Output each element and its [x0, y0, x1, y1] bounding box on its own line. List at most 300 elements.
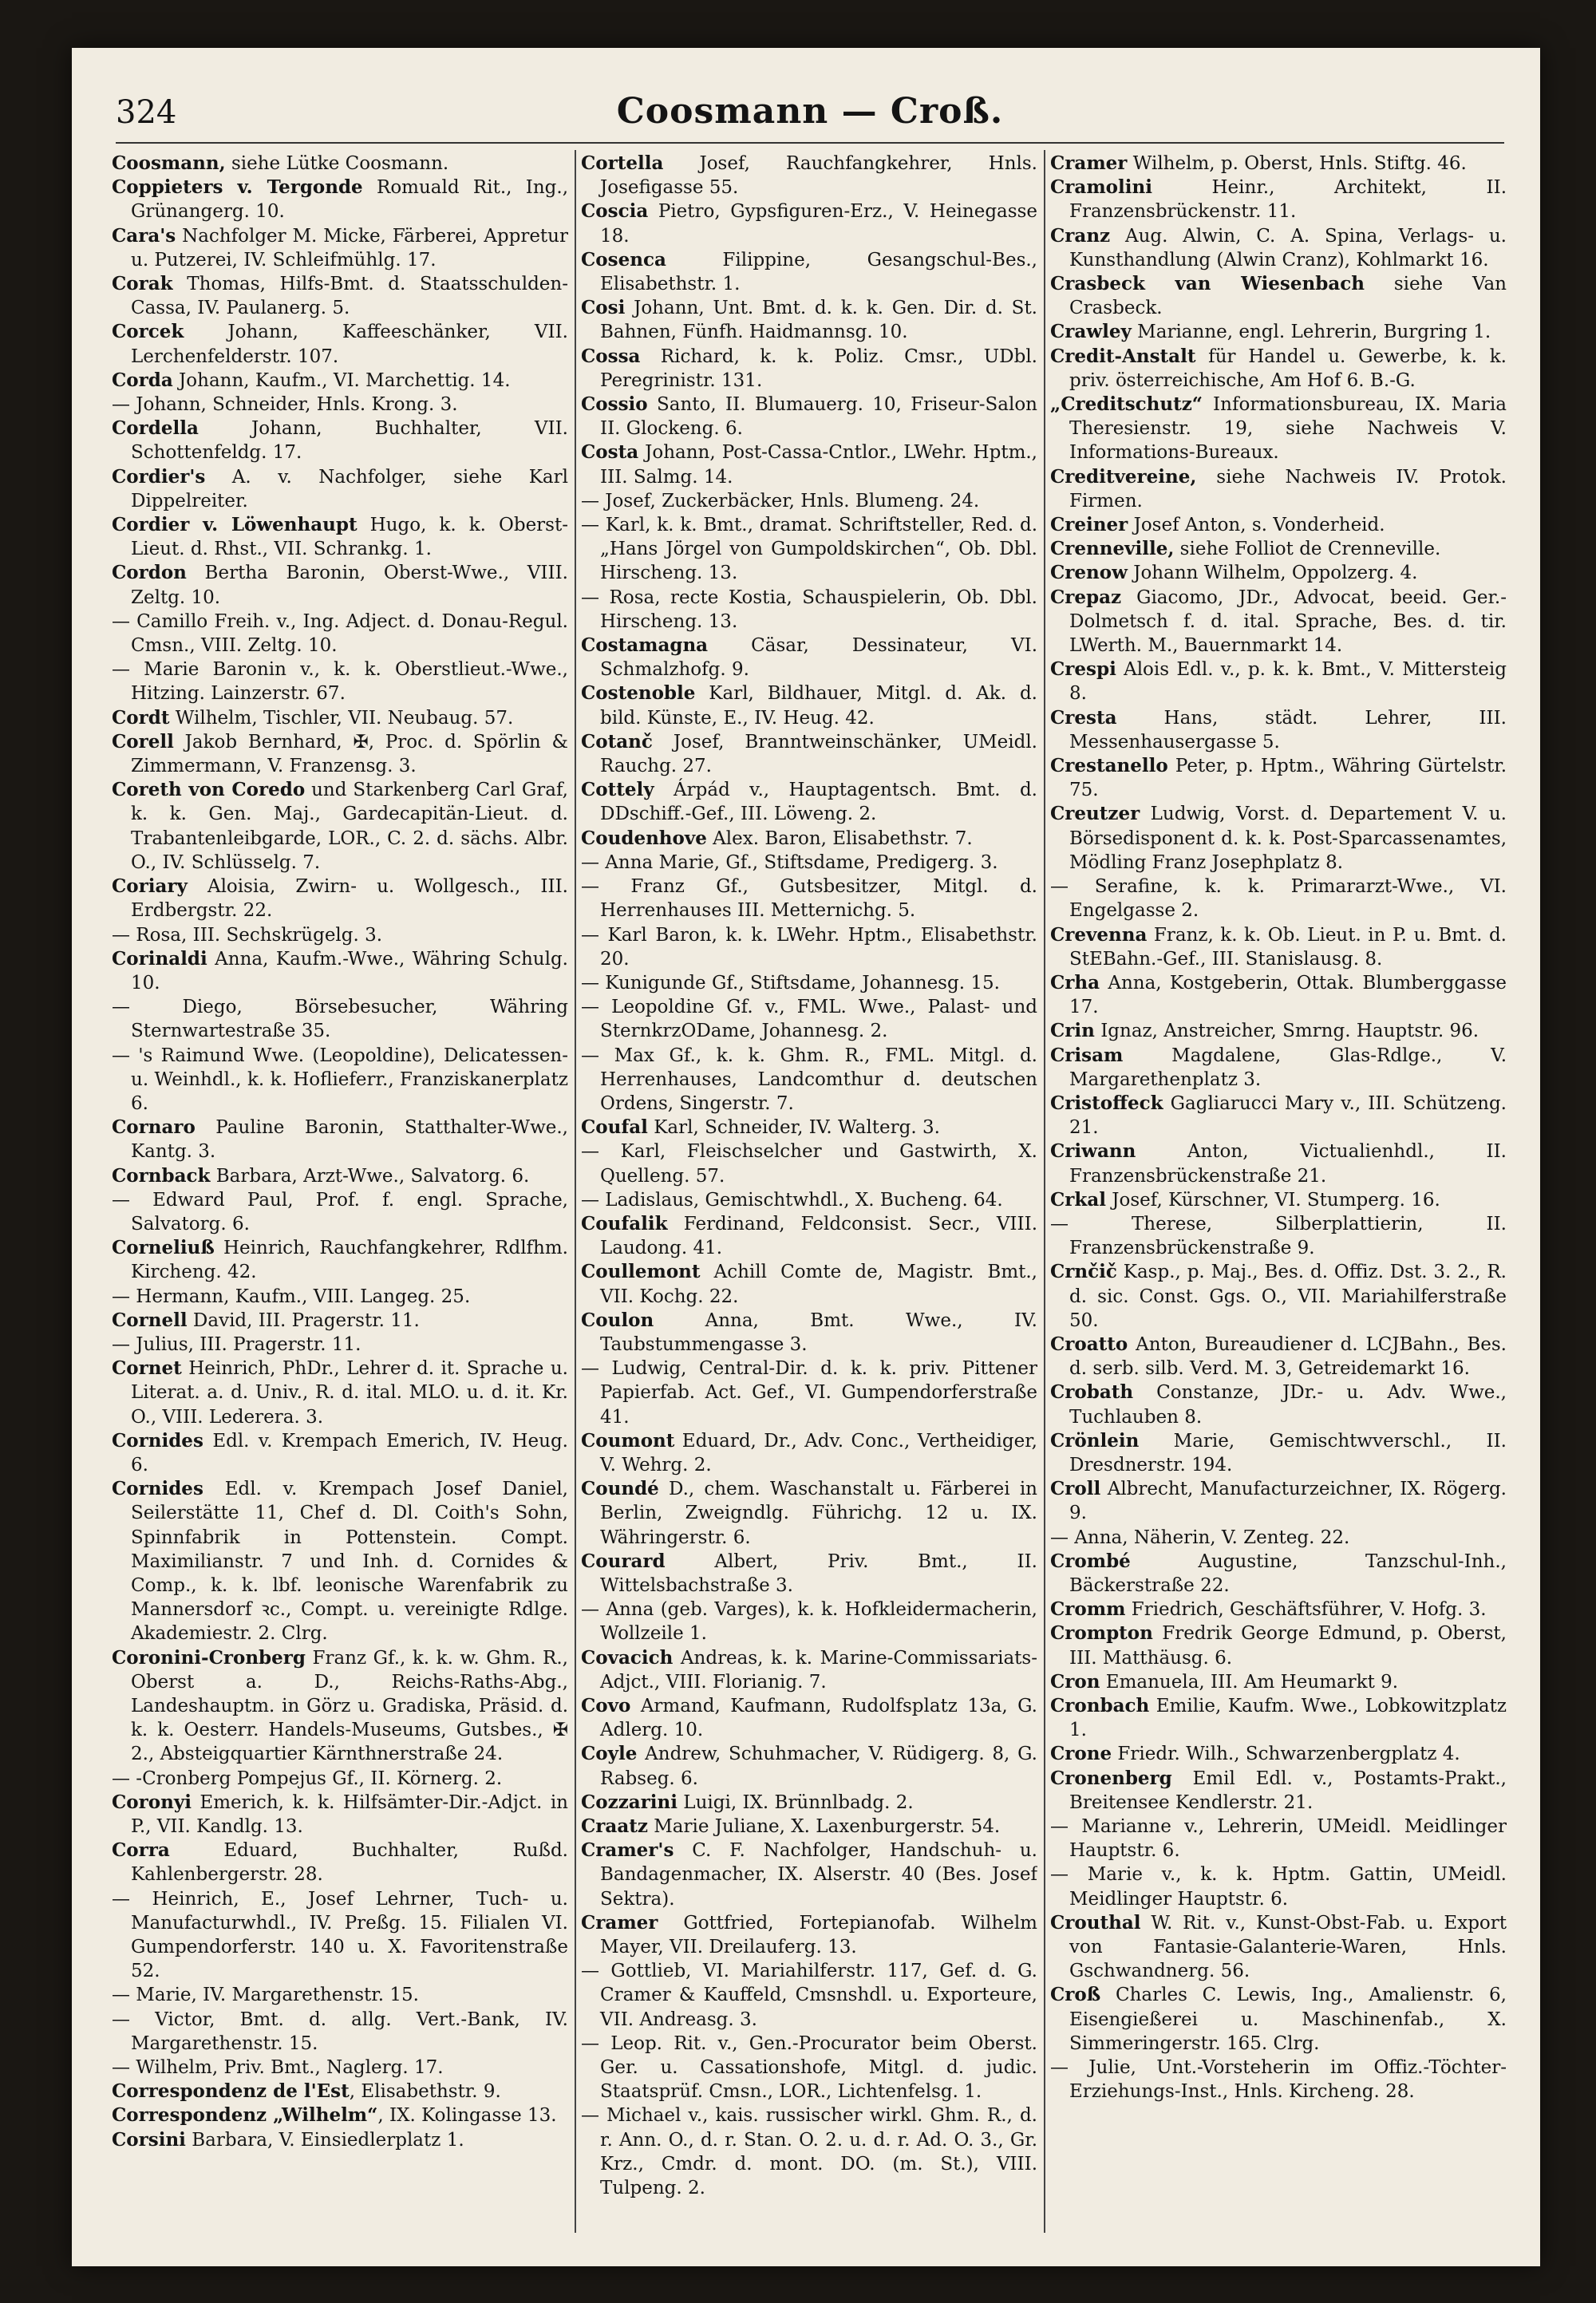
entry-details: Edl. v. Krempach Josef Daniel, Seilerstätte 11, Chef d. Dl. Coith's Sohn, Spinnfabrik in Pottenstein. Compt. Maximilianstr. 7 und Inh. d. Cornides & Comp., k. k. lbf. leonische Warenfabrik zu Mannersdorf ꝛc., Compt. u. vereinigte Rdlge. Akademiestr. 2. Clrg. [131, 1479, 568, 1645]
directory-entry [112, 561, 568, 609]
directory-entry [581, 1791, 1037, 1815]
entry-details: Josef Anton, s. Vonderheid. [1128, 515, 1385, 536]
directory-entry [1050, 1911, 1507, 1984]
directory-entry [112, 224, 568, 272]
directory-entry [581, 1477, 1037, 1550]
entry-details: Josef, Kürschner, VI. Stumperg. 16. [1106, 1189, 1440, 1211]
entry-surname: Cramer [1050, 152, 1128, 174]
entry-surname: Cranz [1050, 224, 1111, 247]
entry-details: Santo, II. Blumauerg. 10, Friseur-Salon II. Glockeng. 6. [600, 394, 1037, 440]
entry-details: — 's Raimund Wwe. (Leopoldine), Delicatessen- u. Weinhdl., k. k. Hoflieferr., Franziskanerplatz 6. [112, 1045, 568, 1114]
entry-surname: Coriary [112, 875, 188, 898]
entry-surname: Costamagna [581, 634, 709, 657]
entry-surname: Cosenca [581, 248, 666, 271]
directory-entry [1050, 272, 1507, 320]
directory-entry [581, 778, 1037, 826]
entry-details: — Camillo Freih. v., Ing. Adject. d. Donau-Regul. Cmsn., VIII. Zeltg. 10. [112, 610, 568, 657]
entry-surname: Cron [1050, 1670, 1100, 1693]
entry-surname: Craatz [581, 1815, 648, 1838]
entry-surname: Crestanello [1050, 755, 1168, 777]
entry-details: D., chem. Waschanstalt u. Färberei in Berlin, Zweigndlg. Führichg. 12 u. IX. Währingerstr. 6. [600, 1479, 1037, 1548]
directory-entry [581, 440, 1037, 488]
entry-surname: Cosi [581, 297, 626, 319]
directory-entry [581, 1742, 1037, 1790]
entry-surname: Cossa [581, 345, 641, 367]
entry-surname: Corak [112, 273, 173, 295]
directory-entry [1050, 345, 1507, 393]
directory-entry [112, 1767, 568, 1791]
directory-entry [112, 417, 568, 464]
directory-entry [1050, 802, 1507, 875]
directory-entry [1050, 1767, 1507, 1815]
entry-surname: Coosmann, [112, 152, 226, 174]
entry-surname: Corra [112, 1839, 170, 1862]
entry-surname: Crepaz [1050, 586, 1122, 608]
directory-entry [1050, 176, 1507, 223]
entry-details: Emil Edl. v., Postamts-Prakt., Breitensee Kendlerstr. 21. [1069, 1768, 1507, 1813]
entry-surname: „Creditschutz“ [1050, 393, 1203, 416]
entry-details: — Heinrich, E., Josef Lehrner, Tuch- u. Manufacturwhdl., IV. Preßg. 15. Filialen VI. Gumpendorferstr. 140 u. X. Favoritenstraße 52. [112, 1888, 568, 1982]
entry-surname: Cramer's [581, 1839, 674, 1862]
entry-details: Anton, Victualienhdl., II. Franzensbrückenstraße 21. [1069, 1141, 1507, 1187]
entry-details: Franz, k. k. Ob. Lieut. in P. u. Bmt. d. StEBahn.-Gef., III. Stanislausg. 8. [1069, 924, 1507, 970]
directory-entry [1050, 1477, 1507, 1525]
entry-details: — Gottlieb, VI. Mariahilferstr. 117, Gef. d. G. Cramer & Kauffeld, Cmsnshdl. u. Exporteure, VII. Andreasg. 3. [581, 1961, 1037, 2030]
directory-entry [112, 1429, 568, 1477]
entry-details: David, III. Pragerstr. 11. [187, 1310, 420, 1331]
entry-details: Johann Wilhelm, Oppolzerg. 4. [1127, 563, 1418, 584]
entry-details: Constanze, JDr.- u. Adv. Wwe., Tuchlauben 8. [1069, 1382, 1507, 1428]
entry-surname: Corda [112, 369, 173, 391]
entry-surname: Crnčič [1050, 1261, 1117, 1283]
entry-details: Luigi, IX. Brünnlbadg. 2. [678, 1791, 914, 1813]
entry-details: Aug. Alwin, C. A. Spina, Verlags- u. Kunsthandlung (Alwin Cranz), Kohlmarkt 16. [1069, 225, 1507, 271]
directory-entry [112, 1044, 568, 1116]
directory-entry [112, 1357, 568, 1429]
entry-details: Armand, Kaufmann, Rudolfsplatz 13a, G. Adlerg. 10. [600, 1696, 1037, 1741]
entry-details: — Marianne v., Lehrerin, UMeidl. Meidlinger Hauptstr. 6. [1050, 1816, 1507, 1862]
entry-surname: Crouthal [1050, 1911, 1141, 1934]
entry-details: Richard, k. k. Poliz. Cmsr., UDbl. Peregrinistr. 131. [600, 346, 1037, 391]
entry-details: Informationsbureau, IX. Maria Theresienstr. 19, siehe Nachweis V. Informations-Bureaux. [1069, 394, 1507, 464]
entry-surname: Cornides [112, 1478, 203, 1500]
directory-entry [1050, 320, 1507, 344]
directory-entry [112, 2056, 568, 2080]
directory-entry [112, 1285, 568, 1309]
directory-entry [112, 947, 568, 995]
entry-surname: Costenoble [581, 682, 696, 705]
directory-entry [112, 1164, 568, 1188]
entry-surname: Coreth von Coredo [112, 779, 306, 801]
entry-surname: Cornback [112, 1164, 211, 1187]
entry-details: Hans, städt. Lehrer, III. Messenhausergasse 5. [1069, 707, 1507, 753]
directory-entry [581, 681, 1037, 729]
entry-details: — Michael v., kais. russischer wirkl. Ghm. R., d. r. Ann. O., d. r. Stan. O. 2. u. d. r. Ad. O. 3., Gr. Krz., Cmdr. d. mont. DO. (m. St.), VIII. Tulpeng. 2. [581, 2105, 1037, 2199]
column-1 [112, 152, 568, 2242]
entry-details: A. v. Nachfolger, siehe Karl Dippelreiter. [131, 466, 568, 512]
entry-surname: Cordier v. Löwenhaupt [112, 514, 358, 536]
directory-entry [1050, 658, 1507, 705]
directory-entry [112, 1646, 568, 1767]
entry-details: und Starkenberg Carl Graf, k. k. Gen. Maj., Gardecapitän-Lieut. d. Trabantenleibgarde, LOR., C. 2. d. sächs. Albr. O., IV. Schlüsselg. 7. [131, 780, 568, 873]
directory-entry [581, 1116, 1037, 1140]
entry-details: Emerich, k. k. Hilfsämter-Dir.-Adjct. in P., VII. Kandlg. 13. [131, 1791, 568, 1838]
entry-surname: Cornaro [112, 1116, 196, 1139]
entry-details: Edl. v. Krempach Emerich, IV. Heug. 6. [131, 1430, 568, 1475]
directory-entry [1050, 1044, 1507, 1092]
entry-surname: Cronbach [1050, 1695, 1150, 1716]
directory-entry [581, 1550, 1037, 1598]
column-divider [1044, 150, 1045, 2233]
directory-entry [1050, 1092, 1507, 1140]
directory-entry [112, 875, 568, 922]
entry-details: — Marie v., k. k. Hptm. Gattin, UMeidl. Meidlinger Hauptstr. 6. [1050, 1864, 1507, 1910]
entry-surname: Crenneville, [1050, 538, 1175, 560]
entry-details: Achill Comte de, Magistr. Bmt., VII. Kochg. 22. [600, 1262, 1037, 1307]
directory-entry [112, 1477, 568, 1645]
entry-details: — Diego, Börsebesucher, Währing Sternwartestraße 35. [112, 997, 568, 1042]
entry-surname: Cordier's [112, 465, 206, 488]
entry-surname: Crompton [1050, 1622, 1153, 1645]
entry-details: Augustine, Tanzschul-Inh., Bäckerstraße 22. [1069, 1550, 1507, 1596]
directory-entry [581, 345, 1037, 393]
directory-entry [581, 586, 1037, 634]
entry-surname: Covacich [581, 1646, 674, 1669]
directory-entry [581, 1839, 1037, 1911]
directory-entry [112, 658, 568, 705]
directory-entry [581, 513, 1037, 586]
entry-details: — Marie Baronin v., k. k. Oberstlieut.-Wwe., Hitzing. Lainzerstr. 67. [112, 659, 568, 705]
entry-surname: Correspondenz de l'Est [112, 2080, 350, 2103]
entry-details: Peter, p. Hptm., Währing Gürtelstr. 75. [1069, 756, 1507, 801]
directory-entry [1050, 1694, 1507, 1742]
directory-entry [112, 1116, 568, 1163]
entry-surname: Coppieters v. Tergonde [112, 176, 363, 199]
directory-entry [112, 1309, 568, 1333]
entry-surname: Coudenhove [581, 827, 707, 849]
entry-details: Heinrich, Rauchfangkehrer, Rdlfhm. Kircheng. 42. [131, 1238, 568, 1283]
directory-entry [1050, 875, 1507, 922]
directory-entry [581, 296, 1037, 344]
entry-details: — Marie, IV. Margarethenstr. 15. [112, 1985, 419, 2006]
directory-entry [112, 778, 568, 875]
directory-entry [1050, 1381, 1507, 1428]
entry-details: Nachfolger M. Micke, Färberei, Appretur u. Putzerei, IV. Schleifmühlg. 17. [131, 225, 568, 271]
entry-surname: Crasbeck van Wiesenbach [1050, 273, 1365, 295]
entry-surname: Coumont [581, 1429, 675, 1452]
directory-entry [581, 851, 1037, 875]
directory-entry [581, 1815, 1037, 1839]
entry-surname: Corcek [112, 321, 184, 343]
entry-details: Jakob Bernhard, ✠, Proc. d. Spörlin & Zimmermann, V. Franzensg. 3. [131, 731, 568, 777]
entry-surname: Crkal [1050, 1188, 1106, 1211]
entry-surname: Cresta [1050, 706, 1117, 729]
entry-details: — Karl Baron, k. k. LWehr. Hptm., Elisabethstr. 20. [581, 924, 1037, 970]
entry-surname: Corell [112, 730, 174, 753]
entry-surname: Coufal [581, 1116, 648, 1139]
entry-surname: Coulon [581, 1309, 654, 1331]
entry-surname: Cordella [112, 417, 199, 440]
directory-entry [1050, 1622, 1507, 1669]
directory-entry [112, 2008, 568, 2056]
entry-details: Albrecht, Manufacturzeichner, IX. Rögerg. 9. [1069, 1479, 1507, 1524]
directory-entry [581, 1911, 1037, 1959]
running-title: Coosmann — Croß. [616, 91, 1004, 132]
entry-surname: Coronini-Cronberg [112, 1646, 306, 1669]
entry-surname: Cromm [1050, 1598, 1126, 1621]
entry-details: Heinrich, PhDr., Lehrer d. it. Sprache u. Literat. a. d. Univ., R. d. ital. MLO. u. d. it. Kr. O., VIII. Lederera. 3. [131, 1358, 568, 1428]
entry-details: — Johann, Schneider, Hnls. Krong. 3. [112, 394, 458, 416]
directory-entry [1050, 754, 1507, 802]
entry-details: — Kunigunde Gf., Stiftsdame, Johannesg. 15. [581, 972, 1000, 993]
column-3 [1050, 152, 1507, 2242]
entry-details: — Karl, k. k. Bmt., dramat. Schriftsteller, Red. d. „Hans Jörgel von Gumpoldskirchen“, Ob. Dbl. Hirscheng. 13. [581, 515, 1037, 584]
directory-entry [581, 2104, 1037, 2200]
entry-surname: Cornides [112, 1429, 203, 1452]
directory-entry [1050, 1260, 1507, 1333]
entry-details: — Anna (geb. Varges), k. k. Hofkleidermacherin, Wollzeile 1. [581, 1599, 1037, 1645]
entry-surname: Creiner [1050, 514, 1128, 536]
entry-details: Ludwig, Vorst. d. Departement V. u. Börsedisponent d. k. k. Post-Sparcassenamtes, Mödling Franz Josephplatz 8. [1069, 804, 1507, 873]
entry-surname: Credit-Anstalt [1050, 345, 1196, 367]
directory-entry [112, 1236, 568, 1284]
directory-entry [1050, 537, 1507, 561]
directory-entry [112, 1983, 568, 2007]
entry-surname: Crönlein [1050, 1429, 1140, 1452]
entry-details: Josef, Branntweinschänker, UMeidl. Rauchg. 27. [600, 731, 1037, 777]
entry-details: Alex. Baron, Elisabethstr. 7. [706, 828, 973, 849]
entry-details: Pauline Baronin, Statthalter-Wwe., Kantg. 3. [131, 1117, 568, 1163]
entry-details: Marianne, engl. Lehrerin, Burgring 1. [1131, 322, 1491, 343]
directory-entry [112, 176, 568, 223]
column-2 [581, 152, 1037, 2242]
entry-details: — Franz Gf., Gutsbesitzer, Mitgl. d. Herrenhauses III. Metternichg. 5. [581, 876, 1037, 922]
directory-entry [112, 1791, 568, 1839]
entry-details: Heinr., Architekt, II. Franzensbrückenstr. 11. [1069, 177, 1507, 223]
entry-surname: Crin [1050, 1020, 1095, 1042]
directory-page [72, 48, 1540, 2266]
entry-surname: Coufalik [581, 1212, 668, 1234]
entry-details: — -Cronberg Pompejus Gf., II. Körnerg. 2. [112, 1768, 503, 1789]
directory-entry [1050, 1140, 1507, 1187]
entry-details: Johann, Buchhalter, VII. Schottenfeldg. 17. [131, 418, 568, 464]
entry-details: Friedrich, Geschäftsführer, V. Hofg. 3. [1125, 1599, 1487, 1621]
entry-details: Johann, Post-Cassa-Cntlor., LWehr. Hptm., III. Salmg. 14. [600, 442, 1037, 488]
entry-details: , IX. Kolingasse 13. [377, 2105, 557, 2127]
directory-entry [1050, 152, 1507, 176]
entry-details: Anna, Kostgeberin, Ottak. Blumberggasse 17. [1069, 972, 1507, 1018]
entry-details: — Ladislaus, Gemischtwhdl., X. Bucheng. 64. [581, 1189, 1003, 1211]
entry-details: — Therese, Silberplattierin, II. Franzensbrückenstraße 9. [1050, 1213, 1507, 1259]
entry-details: — Julie, Unt.-Vorsteherin im Offiz.-Töchter-Erziehungs-Inst., Hnls. Kircheng. 28. [1050, 2057, 1507, 2103]
directory-entry [581, 875, 1037, 922]
entry-surname: Coronyi [112, 1791, 192, 1813]
directory-entry [1050, 1598, 1507, 1622]
entry-surname: Covo [581, 1695, 631, 1716]
directory-entry [112, 923, 568, 947]
entry-details: Kasp., p. Maj., Bes. d. Offiz. Dst. 3. 2., R. d. sic. Const. Ggs. O., VII. Mariahilferstraße 50. [1069, 1262, 1507, 1331]
directory-entry [1050, 224, 1507, 272]
entry-details: Fredrik George Edmund, p. Oberst, III. Matthäusg. 6. [1069, 1623, 1507, 1669]
entry-details: Eduard, Buchhalter, Rußd. Kahlenbergerstr. 28. [131, 1840, 568, 1886]
entry-details: Anna, Bmt. Wwe., IV. Taubstummengasse 3. [600, 1310, 1037, 1355]
entry-details: Karl, Bildhauer, Mitgl. d. Ak. d. bild. Künste, E., IV. Heug. 42. [600, 683, 1037, 729]
entry-details: Friedr. Wilh., Schwarzenbergplatz 4. [1112, 1744, 1460, 1765]
entry-details: Emilie, Kaufm. Wwe., Lobkowitzplatz 1. [1069, 1696, 1507, 1741]
entry-surname: Crawley [1050, 321, 1132, 343]
entry-details: Johann, Kaffeeschänker, VII. Lerchenfelderstr. 107. [131, 322, 568, 367]
entry-surname: Coundé [581, 1478, 659, 1500]
entry-details: Charles C. Lewis, Ing., Amalienstr. 6, Eisengießerei u. Maschinenfab., X. Simmeringerstr. 165. Clrg. [1069, 1985, 1507, 2054]
entry-surname: Cristoffeck [1050, 1092, 1163, 1114]
entry-details: Ferdinand, Feldconsist. Secr., VIII. Laudong. 41. [600, 1213, 1037, 1259]
entry-surname: Courard [581, 1550, 666, 1572]
entry-details: siehe Lütke Coosmann. [225, 153, 449, 174]
directory-entry [581, 199, 1037, 247]
entry-details: Johann, Kaufm., VI. Marchettig. 14. [172, 369, 511, 391]
directory-entry [1050, 393, 1507, 465]
entry-details: siehe Van Crasbeck. [1069, 274, 1507, 319]
directory-entry [112, 2128, 568, 2152]
entry-details: Marie Juliane, X. Laxenburgerstr. 54. [647, 1816, 1001, 1838]
entry-details: — Rosa, recte Kostia, Schauspielerin, Ob. Dbl. Hirscheng. 13. [581, 587, 1037, 632]
entry-surname: Criwann [1050, 1140, 1136, 1163]
entry-details: Árpád v., Hauptagentsch. Bmt. d. DDschiff.-Gef., III. Löweng. 2. [600, 780, 1037, 825]
entry-surname: Crisam [1050, 1044, 1124, 1066]
directory-entry [581, 1357, 1037, 1429]
entry-surname: Crevenna [1050, 923, 1148, 946]
directory-entry [1050, 1429, 1507, 1477]
entry-details: Franz Gf., k. k. w. Ghm. R., Oberst a. D., Reichs-Raths-Abg., Landeshauptm. in Görz u. Gradiska, Präsid. d. k. k. Oesterr. Handels-Museums, Gutsbes., ✠ 2., Absteigquartier Kärnthnerstraße 24. [131, 1647, 568, 1765]
entry-surname: Cramolini [1050, 176, 1152, 199]
entry-details: Eduard, Dr., Adv. Conc., Vertheidiger, V. Wehrg. 2. [600, 1430, 1037, 1475]
entry-details: — Wilhelm, Priv. Bmt., Naglerg. 17. [112, 2057, 444, 2079]
entry-details: Anna, Kaufm.-Wwe., Währing Schulg. 10. [131, 948, 568, 993]
directory-entry [1050, 1815, 1507, 1863]
directory-entry [581, 248, 1037, 296]
directory-entry [581, 1260, 1037, 1308]
entry-details: Thomas, Hilfs-Bmt. d. Staatsschulden-Cassa, IV. Paulanerg. 5. [131, 274, 568, 319]
entry-details: Romuald Rit., Ing., Grünangerg. 10. [131, 177, 568, 223]
directory-entry [581, 1044, 1037, 1116]
entry-details: Wilhelm, p. Oberst, Hnls. Stiftg. 46. [1127, 153, 1467, 174]
directory-entry [1050, 1188, 1507, 1212]
directory-entry [581, 1309, 1037, 1357]
entry-details: — Josef, Zuckerbäcker, Hnls. Blumeng. 24. [581, 490, 980, 512]
entry-surname: Crobath [1050, 1381, 1134, 1404]
directory-entry [1050, 465, 1507, 513]
directory-entry [581, 634, 1037, 681]
entry-surname: Costa [581, 441, 639, 464]
entry-details: Gagliarucci Mary v., III. Schützeng. 21. [1069, 1092, 1507, 1139]
directory-entry [581, 1694, 1037, 1742]
entry-surname: Cottely [581, 779, 654, 801]
directory-entry [112, 706, 568, 730]
entry-surname: Croß [1050, 1984, 1101, 2006]
entry-surname: Croatto [1050, 1333, 1128, 1355]
entry-surname: Crespi [1050, 658, 1116, 681]
entry-details: Cäsar, Dessinateur, VI. Schmalzhofg. 9. [600, 635, 1037, 681]
entry-details: Magdalene, Glas-Rdlge., V. Margarethenplatz 3. [1069, 1045, 1507, 1090]
entry-details: — Max Gf., k. k. Ghm. R., FML. Mitgl. d. Herrenhauses, Landcomthur d. deutschen Ordens, Singerstr. 7. [581, 1045, 1037, 1114]
entry-surname: Cotanč [581, 730, 653, 753]
directory-entry [1050, 1983, 1507, 2056]
entry-details: — Leop. Rit. v., Gen.-Procurator beim Oberst. Ger. u. Cassationshofe, Mitgl. d. judic. Staatsprüf. Cmsn., LOR., Lichtenfelsg. 1. [581, 2032, 1037, 2103]
directory-entry [1050, 923, 1507, 971]
directory-entry [581, 971, 1037, 995]
entry-details: Josef, Rauchfangkehrer, Hnls. Josefigasse 55. [600, 153, 1037, 199]
entry-surname: Crombé [1050, 1550, 1131, 1572]
entry-details: Karl, Schneider, IV. Walterg. 3. [647, 1117, 940, 1139]
entry-details: Alois Edl. v., p. k. k. Bmt., V. Mittersteig 8. [1069, 659, 1507, 705]
entry-details: Barbara, Arzt-Wwe., Salvatorg. 6. [210, 1165, 530, 1187]
entry-surname: Coscia [581, 200, 649, 223]
directory-entry [1050, 1019, 1507, 1043]
directory-entry [112, 995, 568, 1043]
entry-surname: Cornet [112, 1357, 182, 1380]
directory-entry [1050, 1670, 1507, 1694]
entry-surname: Coullemont [581, 1261, 701, 1283]
entry-details: C. F. Nachfolger, Handschuh- u. Bandagenmacher, IX. Alserstr. 40 (Bes. Josef Sektra). [600, 1840, 1037, 1910]
entry-details: — Anna, Näherin, V. Zenteg. 22. [1050, 1527, 1350, 1548]
entry-details: — Karl, Fleischselcher und Gastwirth, X. Quelleng. 57. [581, 1141, 1037, 1187]
entry-details: Bertha Baronin, Oberst-Wwe., VIII. Zeltg. 10. [131, 563, 568, 608]
directory-entry [1050, 706, 1507, 754]
entry-details: — Victor, Bmt. d. allg. Vert.-Bank, IV. Margarethenstr. 15. [112, 2009, 568, 2054]
directory-entry [1050, 513, 1507, 537]
directory-entry [581, 1646, 1037, 1694]
directory-entry [1050, 1550, 1507, 1598]
directory-entry [112, 272, 568, 320]
entry-details: — Rosa, III. Sechskrügelg. 3. [112, 924, 383, 946]
directory-entry [1050, 586, 1507, 658]
directory-entry [581, 393, 1037, 440]
directory-entry [1050, 1526, 1507, 1550]
entry-details: Andreas, k. k. Marine-Commissariats-Adjct., VIII. Florianig. 7. [600, 1647, 1037, 1693]
entry-surname: Cortella [581, 152, 664, 174]
entry-details: Aloisia, Zwirn- u. Wollgesch., III. Erdbergstr. 22. [131, 876, 568, 922]
entry-surname: Cronenberg [1050, 1767, 1172, 1789]
entry-details: W. Rit. v., Kunst-Obst-Fab. u. Export von Fantasie-Galanterie-Waren, Hnls. Gschwandnerg. 56. [1069, 1912, 1507, 1982]
entry-details: Wilhelm, Tischler, VII. Neubaug. 57. [169, 707, 514, 729]
directory-entry [112, 1188, 568, 1236]
entry-details: Johann, Unt. Bmt. d. k. k. Gen. Dir. d. St. Bahnen, Fünfh. Haidmannsg. 10. [600, 298, 1037, 343]
entry-details: Gottfried, Fortepianofab. Wilhelm Mayer, VII. Dreilauferg. 13. [600, 1912, 1037, 1958]
directory-entry [1050, 971, 1507, 1019]
entry-details: für Handel u. Gewerbe, k. k. priv. österreichische, Am Hof 6. B.-G. [1069, 346, 1507, 391]
directory-entry [112, 610, 568, 658]
entry-details: — Ludwig, Central-Dir. d. k. k. priv. Pittener Papierfab. Act. Gef., VI. Gumpendorferstraße 41. [581, 1358, 1037, 1428]
entry-details: — Anna Marie, Gf., Stiftsdame, Predigerg. 3. [581, 851, 998, 873]
entry-surname: Croll [1050, 1478, 1101, 1500]
entry-details: — Edward Paul, Prof. f. engl. Sprache, Salvatorg. 6. [112, 1189, 568, 1234]
column-divider [575, 150, 576, 2233]
directory-entry [112, 2104, 568, 2127]
directory-entry [112, 1839, 568, 1886]
entry-surname: Crenow [1050, 562, 1128, 584]
directory-entry [581, 152, 1037, 199]
directory-entry [1050, 2056, 1507, 2104]
entry-details: Giacomo, JDr., Advocat, beeid. Ger.-Dolmetsch f. d. ital. Sprache, Bes. d. tir. LWerth. M., Bauernmarkt 14. [1069, 587, 1507, 657]
entry-surname: Crha [1050, 971, 1100, 993]
entry-surname: Cozzarini [581, 1791, 678, 1813]
entry-details: Marie, Gemischtwverschl., II. Dresdnerstr. 194. [1069, 1430, 1507, 1475]
entry-surname: Corneliuß [112, 1237, 215, 1259]
directory-entry [1050, 1863, 1507, 1910]
directory-entry [581, 995, 1037, 1043]
entry-details: Barbara, V. Einsiedlerplatz 1. [185, 2129, 464, 2151]
entry-details: Ignaz, Anstreicher, Smrng. Hauptstr. 96. [1094, 1021, 1479, 1042]
